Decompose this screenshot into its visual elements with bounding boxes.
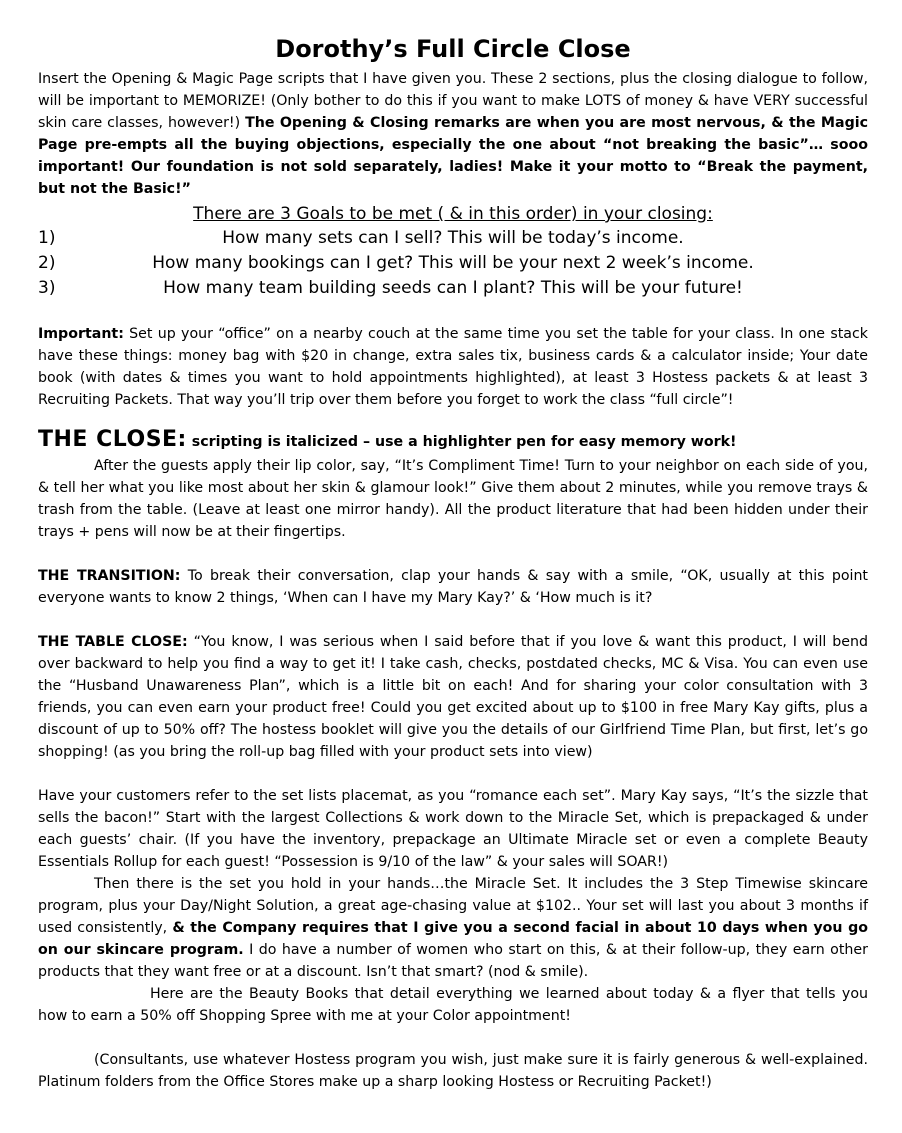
sets-paragraph-2 — [38, 873, 868, 983]
goal-number: 1) — [38, 228, 56, 248]
sets-paragraph-1: Have your customers refer to the set lists placemat, as you “romance each set”. Mary Kay says, “It’s the sizzle that sells the bacon!” Start with the largest Collections & work down to the Miracle Set, which is prepackaged & under each guests’ chair. (If you have the inventory, prepackage an Ultimate Miracle set or even a complete Beauty Essentials Rollup for each guest! “Possession is 9/10 of the law” & your sales will SOAR!) — [38, 788, 868, 870]
table-close-paragraph — [38, 631, 868, 763]
table-close-text: “You know, I was serious when I said before that if you love & want this product, I will bend over backward to help you find a way to get it! I take cash, checks, postdated checks, MC & Visa. You can even use the “Husband Unawareness Plan”, which is a little bit on each! And for sharing your color consultation with 3 friends, you can even earn your product free! Could you get excited about up to $100 in free Mary Kay gifts, plus a discount of up to 50% off? The hostess booklet will give you the details of our Girlfriend Time Plan, but first, let’s go shopping! (as you bring the roll-up bag filled with your product sets into view) — [38, 634, 868, 760]
intro-paragraph — [38, 68, 868, 200]
sets-paragraph-3 — [38, 983, 868, 1027]
transition-text: To break their conversation, clap your hands & say with a smile, “OK, usually at this point everyone wants to know 2 things, ‘When can I have my Mary Kay?’ & ‘How much is it? — [38, 568, 868, 606]
table-close-label: THE TABLE CLOSE: — [38, 634, 188, 650]
close-title: THE CLOSE: — [38, 427, 187, 452]
goal-number: 2) — [38, 253, 56, 273]
close-subheading: scripting is italicized – use a highlighter pen for easy memory work! — [186, 434, 737, 450]
transition-label: THE TRANSITION: — [38, 568, 181, 584]
goal-item — [38, 251, 868, 276]
important-text: Set up your “office” on a nearby couch at the same time you set the table for your class. In one stack have these things: money bag with $20 in change, extra sales tix, business cards & a calculator inside; Your date book (with dates & times you want to hold appointments highlighted), at least 3 Hostess packets & at least 3 Recruiting Packets. That way you’ll trip over them before you forget to work the class “full circle”! — [38, 326, 868, 408]
note-text: (Consultants, use whatever Hostess program you wish, just make sure it is fairly generous & well-explained. Platinum folders from the Office Stores make up a sharp looking Hostess or Recruiting Packet!) — [38, 1052, 868, 1090]
goal-text: How many team building seeds can I plant? This will be your future! — [163, 278, 743, 298]
goals-heading: There are 3 Goals to be met ( & in this order) in your closing: — [193, 204, 713, 224]
important-label: Important: — [38, 326, 124, 342]
intro-text: Insert the Opening & Magic Page scripts that I have given you. These 2 sections, plus the closing dialogue to follow, will be important to MEMORIZE! (Only bother to do this if you want to make LOTS of money & have VERY successful skin care classes, however!) — [38, 71, 868, 131]
close-heading — [38, 427, 868, 455]
goal-text: How many bookings can I get? This will be your next 2 week’s income. — [152, 253, 754, 273]
transition-paragraph — [38, 565, 868, 609]
goal-item — [38, 226, 868, 251]
goal-text: How many sets can I sell? This will be today’s income. — [222, 228, 684, 248]
intro-bold-text: The Opening & Closing remarks are when you are most nervous, & the Magic Page pre-empts all the buying objections, especially the one about “not breaking the basic”… sooo important! Our foundation is not sold separately, ladies! Make it your motto to “Break the payment, but not the Basic!” — [38, 115, 869, 197]
close-paragraph — [38, 455, 868, 543]
goal-item — [38, 276, 868, 301]
important-paragraph — [38, 323, 868, 411]
sets-text-b: I do have a number of women who start on this, & at their follow-up, they earn other products that they want free or at a discount. Isn’t that smart? (nod & smile). — [38, 942, 868, 980]
sets-text-c: Here are the Beauty Books that detail everything we learned about today & a flyer that tells you how to earn a 50% off Shopping Spree with me at your Color appointment! — [38, 986, 868, 1024]
close-text: After the guests apply their lip color, say, “It’s Compliment Time! Turn to your neighbor on each side of you, & tell her what you like most about her skin & glamour look!” Give them about 2 minutes, while you remove trays & trash from the table. (Leave at least one mirror handy). All the product literature that had been hidden under their trays + pens will now be at their fingertips. — [38, 458, 868, 540]
page-title: Dorothy’s Full Circle Close — [275, 35, 631, 63]
sets-text-a: Then there is the set you hold in your hands…the Miracle Set. It includes the 3 Step Timewise skincare program, plus your Day/Night Solution, a great age-chasing value at $102.. Your set will last you about 3 months if used consistently, — [38, 876, 868, 936]
sets-bold-text: & the Company requires that I give you a second facial in about 10 days when you go on our skincare program. — [38, 920, 868, 958]
goal-number: 3) — [38, 278, 56, 298]
note-paragraph — [38, 1049, 868, 1093]
